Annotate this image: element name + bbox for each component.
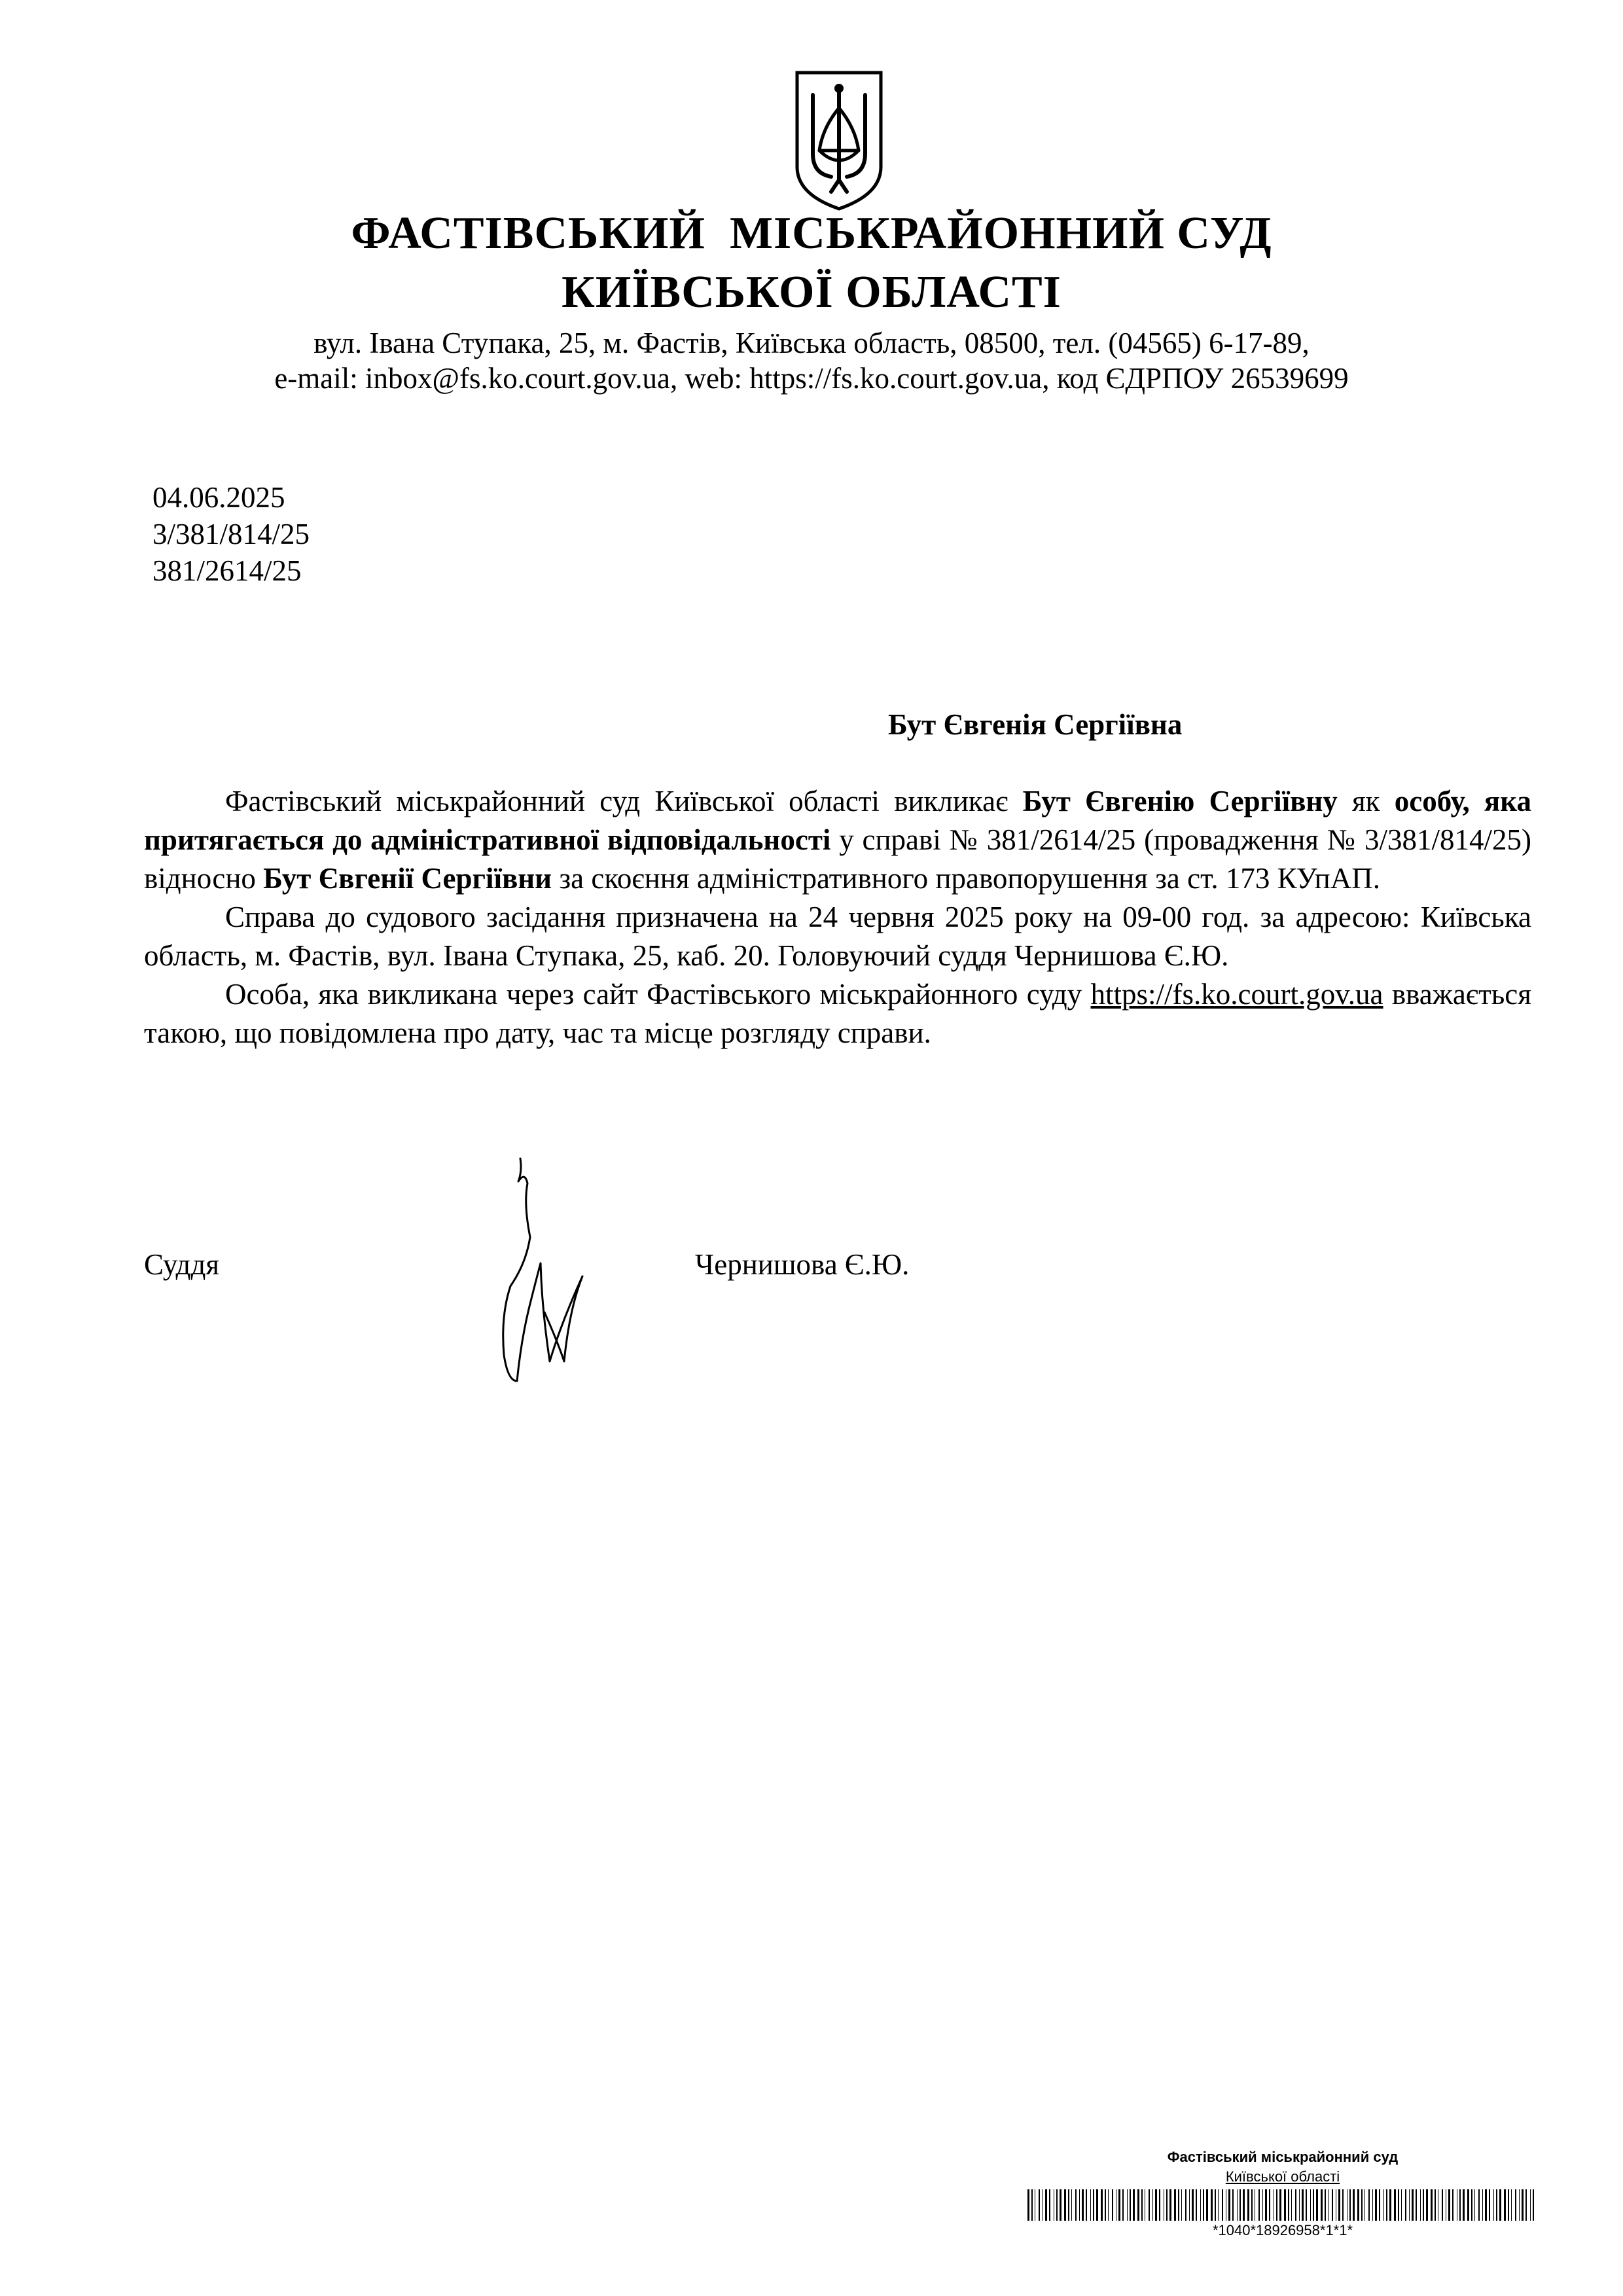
barcode-number: *1040*18926958*1*1* bbox=[1212, 2222, 1353, 2238]
person-name-bold: Бут Євгенію Сергіївну bbox=[1022, 785, 1338, 817]
court-address: вул. Івана Ступака, 25, м. Фастів, Київська область, 08500, тел. (04565) 6-17-89, bbox=[313, 327, 1310, 359]
case-number: 381/2614/25 bbox=[152, 554, 302, 587]
paragraph-text: Особа, яка викликана через сайт Фастівського міськрайонного суду bbox=[225, 978, 1091, 1011]
court-name-line-1: ФАСТІВСЬКИЙ МІСЬКРАЙОННИЙ СУД bbox=[351, 208, 1272, 259]
judge-name: Чернишова Є.Ю. bbox=[695, 1248, 910, 1281]
paragraph-text: як bbox=[1337, 785, 1395, 817]
stamp-court-name: Фастівський міськрайонний суд bbox=[1167, 2149, 1399, 2165]
judge-label: Суддя bbox=[144, 1248, 220, 1281]
barcode bbox=[1027, 2189, 1538, 2221]
paragraph-notice bbox=[144, 975, 1531, 1052]
document-date: 04.06.2025 bbox=[152, 481, 285, 514]
summons-body bbox=[144, 782, 1531, 1052]
court-name-line-2: КИЇВСЬКОЇ ОБЛАСТІ bbox=[562, 267, 1061, 317]
court-website-link[interactable]: https://fs.ko.court.gov.ua bbox=[1090, 978, 1383, 1011]
person-name-bold: Бут Євгенії Сергіївни bbox=[263, 862, 552, 895]
paragraph-text: за скоєння адміністративного правопорушення за ст. 173 КУпАП. bbox=[552, 862, 1380, 895]
stamp-region: Київської області bbox=[1225, 2168, 1340, 2185]
paragraph-summons bbox=[144, 782, 1531, 898]
addressee-name: Бут Євгенія Сергіївна bbox=[888, 708, 1183, 741]
handwritten-signature bbox=[484, 1145, 615, 1394]
paragraph-hearing: Справа до судового засідання призначена на 24 червня 2025 року на 09-00 год. за адресою: Київська область, м. Фастів, вул. Івана Ступака, 25, каб. 20. Головуючий суддя Чернишова Є.Ю. bbox=[144, 901, 1531, 972]
person-status-bold: особу, яка притягається до адміністративної відповідальності bbox=[144, 785, 1531, 856]
court-contacts: e-mail: inbox@fs.ko.court.gov.ua, web: https://fs.ko.court.gov.ua, код ЄДРПОУ 26539699 bbox=[274, 362, 1349, 395]
coat-of-arms-icon bbox=[793, 69, 885, 213]
paragraph-text: у справі № 381/2614/25 (провадження № 3/381/814/25) відносно bbox=[144, 823, 1532, 895]
paragraph-text: Фастівський міськрайонний суд Київської області викликає bbox=[225, 785, 1023, 817]
paragraph-text: вважається такою, що повідомлена про дату, час та місце розгляду справи. bbox=[144, 978, 1531, 1049]
proceeding-number: 3/381/814/25 bbox=[152, 518, 310, 550]
